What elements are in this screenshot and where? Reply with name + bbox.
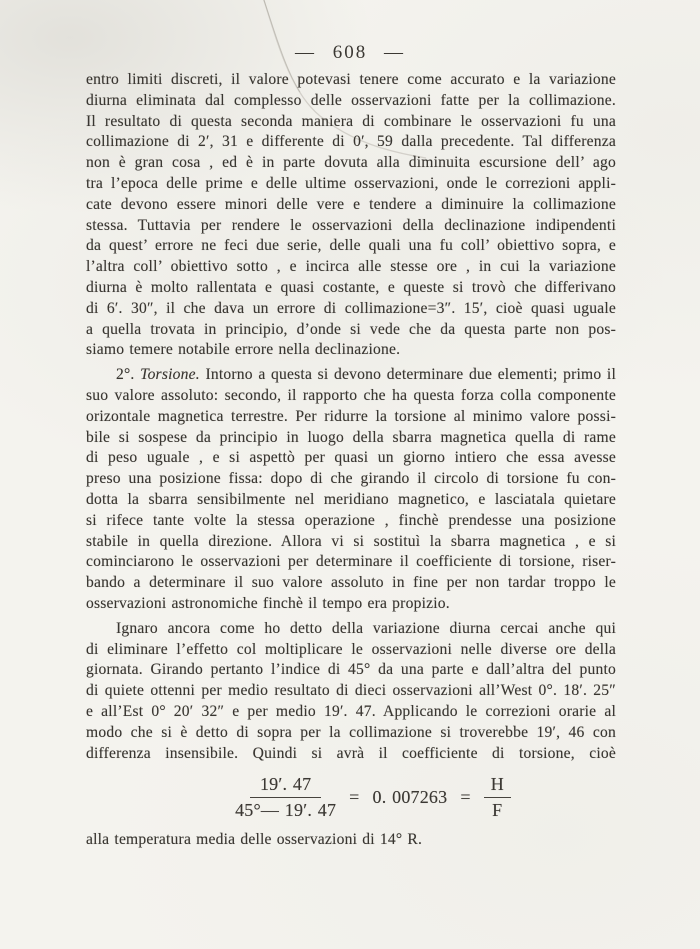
- text-line: diurna è molto rallentata e quasi costante, e queste si trovò che differivano: [86, 278, 616, 296]
- text-line: orizontale magnetica terrestre. Per ridurre la torsione al minimo valore possi-: [86, 407, 616, 425]
- closing-line: alla temperatura media delle osservazioni di 14° R.: [86, 831, 423, 849]
- text-line: stessa. Tuttavia per rendere le osservazioni della declinazione indipendenti: [86, 216, 616, 234]
- text-line: non è gran cosa , ed è in parte dovuta alla diminuita escursione dell’ ago: [86, 154, 616, 172]
- paragraph-torsione: [86, 365, 616, 615]
- text-line: differenza insensibile. Quindi si avrà il coefficiente di torsione, cioè: [86, 744, 616, 762]
- equals-sign: =: [460, 786, 471, 807]
- text-line: cate devono essere minori delle vere e tendere a diminuire la collimazione: [86, 195, 616, 213]
- text-line: si rifece tante volte la stessa operazione , finchè prendesse una posizione: [86, 511, 616, 529]
- torsion-coefficient-formula: [108, 773, 638, 821]
- text-line: dotta la sbarra sensibilmente nel meridiano magnetico, e lasciatala quietare: [86, 490, 616, 508]
- text-line: suo valore assoluto: secondo, il rapporto che ha questa forza colla componente: [86, 386, 616, 404]
- text-line: da quest’ errore ne feci due serie, delle quali una fu coll’ obiettivo sopra, e: [86, 237, 616, 255]
- fraction-denominator: 45°— 19′. 47: [235, 799, 337, 820]
- text-line: tra l’epoca delle prime e delle ultime osservazioni, onde le correzioni appli-: [86, 174, 616, 192]
- fraction-h-over-f: [484, 773, 511, 821]
- text-line: siamo temere notabile errore nella declinazione.: [86, 341, 401, 359]
- text-line: preso una posizione fissa: dopo di che girando il circolo di torsione fu con-: [86, 470, 616, 488]
- italic-term: Torsione.: [140, 366, 200, 384]
- torsion-coefficient-value: 0. 007263: [372, 786, 448, 807]
- text-line: [86, 365, 616, 386]
- paragraph-diurnal-variation: [86, 619, 616, 765]
- fraction-angle-ratio: [235, 773, 336, 821]
- text-line: di quiete ottenni per medio resultato di dieci osservazioni all’West 0°. 18′. 25″: [86, 682, 616, 700]
- equals-sign: =: [349, 786, 360, 807]
- page-number: — 608 —: [295, 42, 405, 63]
- text-line: stabile in quella direzione. Allora vi si sostituì la sbarra magnetica , e si: [86, 532, 616, 550]
- text-line: e all’Est 0° 20′ 32″ e per medio 19′. 47. Applicando le correzioni orarie al: [86, 702, 616, 720]
- text-line: bile si sospese da principio in luogo della sbarra magnetica quella di rame: [86, 428, 616, 446]
- text-column: [86, 70, 616, 851]
- text-line: a quella trovata in principio, d’onde si vede che da questa parte non pos-: [86, 320, 616, 338]
- text-line: l’altra coll’ obiettivo sotto , e incirca alle stesse ore , in cui la variazione: [86, 258, 616, 276]
- text-line: osservazioni astronomiche finchè il tempo era propizio.: [86, 594, 450, 612]
- text-line: cominciarono le osservazioni per determinare il coefficiente di torsione, riser-: [86, 553, 616, 571]
- text-segment: 2°.: [116, 366, 141, 384]
- text-segment: Intorno a questa si devono determinare due elementi; primo il: [199, 366, 616, 384]
- text-line: giornata. Girando pertanto l’indice di 45° da una parte e dall’altra del punto: [86, 661, 616, 679]
- text-line: bando a determinare il suo valore assoluto in fine per non tardar troppo le: [86, 574, 616, 592]
- text-line: entro limiti discreti, il valore potevasi tenere come accurato e la variazione: [86, 71, 616, 88]
- fraction-denominator: F: [492, 799, 503, 820]
- text-line: collimazione di 2′, 31 e differente di 0′, 59 dalla precedente. Tal differenza: [86, 133, 616, 151]
- text-line: modo che si è detto di sopra per la collimazione si troverebbe 19′, 46 con: [86, 723, 616, 741]
- text-line: di 6′. 30″, il che dava un errore di collimazione=3″. 15′, cioè quasi uguale: [86, 299, 616, 317]
- text-line: Il resultato di questa seconda maniera di combinare le osservazioni fu una: [86, 112, 616, 130]
- text-line: di peso uguale , e si aspettò per quasi un giorno intiero che essa avesse: [86, 449, 616, 467]
- fraction-numerator: 19′. 47: [250, 773, 321, 798]
- text-line: di eliminare l’effetto col moltiplicare le osservazioni nelle diverse ore della: [86, 640, 616, 658]
- fraction-numerator: H: [484, 773, 511, 798]
- text-line: diurna eliminata dal complesso delle osservazioni fatte per la collimazione.: [86, 91, 616, 109]
- text-line: Ignaro ancora come ho detto della variazione diurna cercai anche qui: [116, 619, 616, 637]
- paragraph-collimation: [86, 70, 616, 361]
